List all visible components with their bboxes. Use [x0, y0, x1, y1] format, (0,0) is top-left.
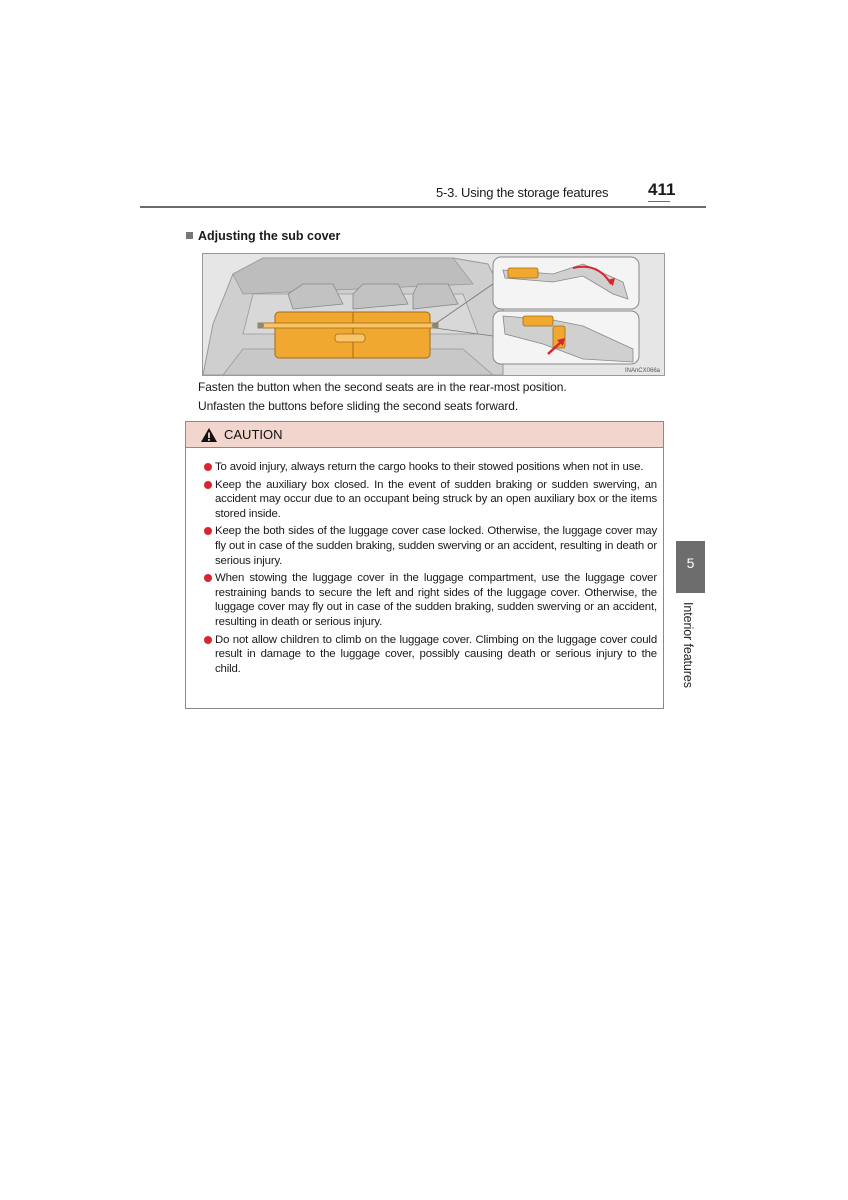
- caution-list: [204, 460, 657, 679]
- caution-item-text: When stowing the luggage cover in the luggage compartment, use the luggage cover restraining bands to secure the left and right sides of the luggage cover. Otherwise, the luggage cover may fly out in case of the sudden braking, sudden swerving or an accident, resulting in death or serious injury.: [215, 572, 657, 628]
- chapter-number: 5: [686, 555, 695, 571]
- square-bullet-icon: [186, 232, 193, 239]
- bullet-icon: [204, 481, 212, 489]
- caption-2: Unfasten the buttons before sliding the second seats forward.: [198, 399, 519, 413]
- bullet-icon: [204, 636, 212, 644]
- section-title: 5-3. Using the storage features: [436, 185, 609, 200]
- subheading-text: Adjusting the sub cover: [198, 229, 341, 243]
- caution-item: [204, 571, 657, 629]
- bullet-icon: [204, 527, 212, 535]
- bullet-icon: [204, 463, 212, 471]
- header-rule: [140, 206, 706, 208]
- cargo-area-drawing: [203, 254, 664, 375]
- image-code: INAnCX066a: [624, 368, 660, 374]
- caution-item: [204, 478, 657, 522]
- caution-item-text: To avoid injury, always return the cargo hooks to their stowed positions when not in use.: [215, 461, 644, 473]
- chapter-label: Interior features: [681, 602, 695, 688]
- chapter-tab[interactable]: [676, 541, 705, 593]
- caution-item: [204, 633, 657, 677]
- caution-item-text: Keep the both sides of the luggage cover case locked. Otherwise, the luggage cover may fly out in case of the sudden braking, sudden swerving or an accident, resulting in death or serious injury.: [215, 525, 657, 567]
- page-number-underline: [648, 201, 670, 202]
- page-number: 411: [648, 180, 676, 199]
- bullet-icon: [204, 574, 212, 582]
- caution-item: [204, 524, 657, 568]
- caution-header: [186, 422, 663, 448]
- caution-item-text: Do not allow children to climb on the luggage cover. Climbing on the luggage cover could result in damage to the luggage cover, possibly causing death or serious injury to the child.: [215, 633, 657, 675]
- subheading: [186, 229, 340, 243]
- caution-label: CAUTION: [224, 427, 283, 442]
- warning-icon: [200, 427, 218, 443]
- caution-item: [204, 460, 657, 475]
- cargo-cover-illustration: [202, 253, 665, 376]
- caption-1: Fasten the button when the second seats are in the rear-most position.: [198, 380, 567, 394]
- caution-box: [185, 421, 664, 709]
- caution-item-text: Keep the auxiliary box closed. In the event of sudden braking or sudden swerving, an accident may occur due to an occupant being struck by an open auxiliary box or the items stored inside.: [215, 478, 657, 520]
